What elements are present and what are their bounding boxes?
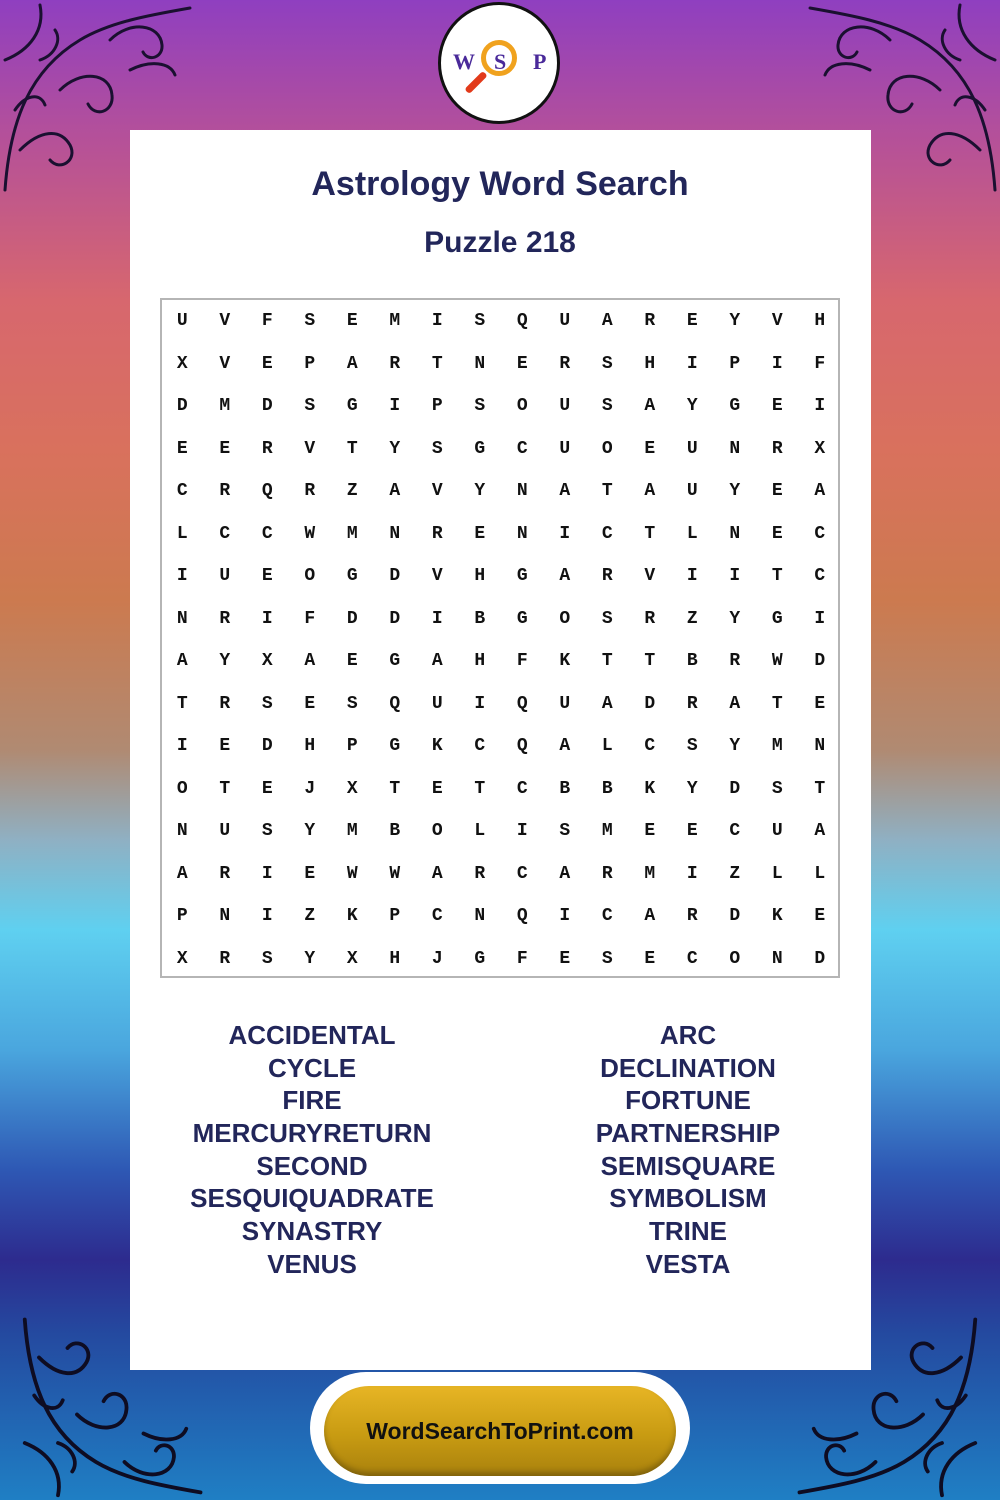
grid-letter: G bbox=[389, 651, 401, 671]
grid-letter: L bbox=[686, 523, 698, 544]
grid-letter: C bbox=[474, 736, 486, 756]
grid-letter: V bbox=[644, 566, 656, 586]
grid-letter: S bbox=[261, 948, 273, 969]
grid-letter: A bbox=[346, 353, 358, 374]
grid-letter: E bbox=[644, 821, 656, 841]
grid-letter: T bbox=[219, 778, 231, 799]
letter-grid bbox=[160, 298, 840, 978]
grid-letter: D bbox=[389, 608, 401, 629]
grid-letter: N bbox=[516, 481, 528, 501]
grid-letter: T bbox=[176, 693, 188, 714]
grid-letter: R bbox=[601, 863, 613, 884]
grid-letter: B bbox=[474, 608, 486, 629]
grid-letter: G bbox=[771, 608, 783, 629]
grid-letter: G bbox=[389, 736, 401, 756]
grid-letter: T bbox=[814, 778, 826, 799]
word-list-item: PARTNERSHIP bbox=[595, 1118, 781, 1149]
grid-letter: Y bbox=[304, 821, 316, 841]
grid-letter: T bbox=[389, 778, 401, 799]
grid-letter: Y bbox=[729, 736, 741, 756]
grid-letter: P bbox=[389, 906, 401, 926]
grid-letter: T bbox=[771, 566, 783, 586]
grid-letter: C bbox=[261, 523, 273, 544]
grid-letter: E bbox=[559, 948, 571, 969]
grid-letter: O bbox=[516, 396, 528, 416]
grid-letter: T bbox=[644, 523, 656, 544]
grid-letter: U bbox=[686, 438, 698, 459]
grid-letter: O bbox=[176, 778, 188, 799]
grid-letter: G bbox=[729, 396, 741, 416]
grid-letter: C bbox=[601, 906, 613, 926]
grid-letter: D bbox=[261, 736, 273, 756]
word-list-item: SYMBOLISM bbox=[609, 1183, 767, 1214]
grid-letter: U bbox=[219, 821, 231, 841]
grid-letter: Y bbox=[729, 481, 741, 501]
grid-letter: E bbox=[304, 863, 316, 884]
grid-letter: P bbox=[176, 906, 188, 926]
grid-letter: S bbox=[601, 948, 613, 969]
grid-letter: S bbox=[559, 821, 571, 841]
grid-letter: L bbox=[474, 821, 486, 841]
grid-letter: R bbox=[261, 438, 273, 459]
grid-letter: Z bbox=[686, 608, 698, 629]
grid-letter: U bbox=[176, 311, 188, 331]
word-list-item: SESQUIQUADRATE bbox=[190, 1183, 434, 1214]
grid-letter: E bbox=[176, 438, 188, 459]
grid-letter: E bbox=[261, 353, 273, 374]
grid-letter: T bbox=[644, 651, 656, 671]
grid-letter: C bbox=[814, 523, 826, 544]
grid-letter: D bbox=[346, 608, 358, 629]
word-list-right bbox=[508, 1019, 868, 1281]
grid-letter: I bbox=[814, 608, 826, 629]
grid-letter: C bbox=[601, 523, 613, 544]
grid-letter: E bbox=[771, 523, 783, 544]
grid-letter: O bbox=[729, 948, 741, 969]
grid-letter: R bbox=[219, 608, 231, 629]
grid-letter: G bbox=[516, 566, 528, 586]
grid-letter: A bbox=[389, 481, 401, 501]
grid-letter: V bbox=[771, 311, 783, 331]
grid-letter: U bbox=[219, 566, 231, 586]
grid-letter: N bbox=[176, 821, 188, 841]
grid-letter: P bbox=[431, 396, 443, 416]
grid-letter: R bbox=[644, 608, 656, 629]
grid-letter: R bbox=[686, 906, 698, 926]
grid-letter: S bbox=[474, 311, 486, 331]
grid-letter: C bbox=[219, 523, 231, 544]
grid-letter: C bbox=[516, 438, 528, 459]
grid-letter: O bbox=[304, 566, 316, 586]
grid-letter: N bbox=[729, 523, 741, 544]
word-list-left bbox=[132, 1019, 492, 1281]
grid-letter: M bbox=[389, 311, 401, 331]
grid-letter: I bbox=[261, 906, 273, 926]
grid-letter: K bbox=[771, 906, 783, 926]
grid-letter: A bbox=[559, 863, 571, 884]
grid-letter: C bbox=[516, 778, 528, 799]
grid-letter: Y bbox=[686, 396, 698, 416]
grid-letter: E bbox=[814, 906, 826, 926]
grid-letter: M bbox=[771, 736, 783, 756]
grid-letter: Q bbox=[516, 311, 528, 331]
grid-letter: R bbox=[219, 948, 231, 969]
grid-letter: X bbox=[261, 651, 273, 671]
grid-letter: I bbox=[431, 311, 443, 331]
logo-letter: W bbox=[453, 49, 475, 74]
grid-letter: A bbox=[644, 396, 656, 416]
grid-letter: S bbox=[346, 693, 358, 714]
grid-letter: G bbox=[474, 438, 486, 459]
grid-letter: A bbox=[814, 821, 826, 841]
grid-letter: I bbox=[261, 608, 273, 629]
grid-letter: R bbox=[644, 311, 656, 331]
grid-letter: F bbox=[516, 948, 528, 969]
grid-letter: S bbox=[431, 438, 443, 459]
grid-letter: K bbox=[431, 736, 443, 756]
grid-letter: E bbox=[261, 566, 273, 586]
grid-letter: T bbox=[474, 778, 486, 799]
grid-letter: U bbox=[771, 821, 783, 841]
grid-letter: X bbox=[346, 948, 358, 969]
grid-letter: E bbox=[814, 693, 826, 714]
grid-letter: I bbox=[686, 863, 698, 884]
grid-letter: K bbox=[644, 778, 656, 799]
grid-letter: N bbox=[516, 523, 528, 544]
grid-letter: F bbox=[814, 353, 826, 374]
grid-letter: A bbox=[644, 481, 656, 501]
grid-letter: M bbox=[346, 523, 358, 544]
grid-letter: Q bbox=[261, 481, 273, 501]
grid-letter: Y bbox=[729, 608, 741, 629]
grid-letter: R bbox=[219, 693, 231, 714]
grid-letter: R bbox=[431, 523, 443, 544]
grid-letter: R bbox=[474, 863, 486, 884]
grid-letter: U bbox=[559, 438, 571, 459]
grid-letter: S bbox=[304, 311, 316, 331]
grid-letter: I bbox=[176, 736, 188, 756]
grid-letter: E bbox=[474, 523, 486, 544]
grid-letter: A bbox=[729, 693, 741, 714]
grid-letter: S bbox=[304, 396, 316, 416]
word-list-item: FIRE bbox=[282, 1085, 342, 1116]
grid-letter: P bbox=[346, 736, 358, 756]
grid-letter: U bbox=[559, 396, 571, 416]
grid-letter: H bbox=[389, 948, 401, 969]
grid-letter: I bbox=[516, 821, 528, 841]
grid-letter: M bbox=[644, 863, 656, 884]
grid-letter: N bbox=[474, 353, 486, 374]
grid-letter: X bbox=[176, 948, 188, 969]
grid-letter: R bbox=[771, 438, 783, 459]
grid-letter: N bbox=[474, 906, 486, 926]
grid-letter: A bbox=[559, 481, 571, 501]
grid-letter: G bbox=[516, 608, 528, 629]
grid-letter: U bbox=[686, 481, 698, 501]
grid-letter: Y bbox=[389, 438, 401, 459]
grid-letter: J bbox=[304, 778, 316, 799]
grid-letter: S bbox=[601, 353, 613, 374]
grid-letter: E bbox=[644, 438, 656, 459]
grid-letter: E bbox=[219, 736, 231, 756]
grid-letter: A bbox=[176, 651, 188, 671]
grid-letter: B bbox=[389, 821, 401, 841]
grid-letter: N bbox=[729, 438, 741, 459]
word-list-item: MERCURYRETURN bbox=[192, 1118, 432, 1149]
grid-letter: D bbox=[176, 396, 188, 416]
grid-letter: I bbox=[474, 693, 486, 714]
grid-letter: E bbox=[686, 821, 698, 841]
grid-letter: T bbox=[601, 651, 613, 671]
grid-letter: A bbox=[644, 906, 656, 926]
grid-letter: S bbox=[261, 693, 273, 714]
grid-letter: B bbox=[559, 778, 571, 799]
grid-letter: C bbox=[729, 821, 741, 841]
grid-letter: Y bbox=[686, 778, 698, 799]
grid-letter: H bbox=[814, 311, 826, 331]
grid-letter: I bbox=[261, 863, 273, 884]
grid-letter: N bbox=[814, 736, 826, 756]
grid-letter: O bbox=[559, 608, 571, 629]
grid-letter: I bbox=[431, 608, 443, 629]
grid-letter: G bbox=[346, 396, 358, 416]
grid-letter: A bbox=[601, 311, 613, 331]
grid-letter: T bbox=[346, 438, 358, 459]
grid-letter: Q bbox=[516, 906, 528, 926]
grid-letter: E bbox=[346, 311, 358, 331]
grid-letter: I bbox=[729, 566, 741, 586]
grid-letter: S bbox=[601, 396, 613, 416]
grid-letter: D bbox=[814, 651, 826, 671]
grid-letter: P bbox=[729, 353, 741, 374]
grid-letter: M bbox=[346, 821, 358, 841]
grid-letter: V bbox=[431, 566, 443, 586]
logo-letter: P bbox=[533, 49, 547, 74]
grid-letter: F bbox=[304, 608, 316, 629]
grid-letter: Y bbox=[729, 311, 741, 331]
grid-letter: G bbox=[346, 566, 358, 586]
grid-letter: E bbox=[346, 651, 358, 671]
site-link-button[interactable]: WordSearchToPrint.com bbox=[324, 1386, 676, 1476]
grid-letter: S bbox=[686, 736, 698, 756]
grid-letter: T bbox=[431, 353, 443, 374]
grid-letter: L bbox=[771, 863, 783, 884]
word-list-item: VENUS bbox=[267, 1248, 357, 1279]
grid-letter: H bbox=[474, 566, 486, 586]
grid-letter: N bbox=[389, 523, 401, 544]
grid-letter: P bbox=[304, 353, 316, 374]
grid-letter: F bbox=[261, 311, 273, 331]
grid-letter: R bbox=[304, 481, 316, 501]
grid-letter: N bbox=[771, 948, 783, 969]
word-list-item: SYNASTRY bbox=[241, 1216, 383, 1247]
grid-letter: W bbox=[346, 863, 358, 884]
grid-letter: S bbox=[601, 608, 613, 629]
grid-letter: I bbox=[686, 566, 698, 586]
grid-letter: H bbox=[644, 353, 656, 374]
word-list-item: DECLINATION bbox=[600, 1052, 776, 1083]
grid-letter: W bbox=[389, 863, 401, 884]
grid-letter: Q bbox=[516, 693, 528, 714]
grid-letter: Z bbox=[729, 863, 741, 884]
grid-letter: C bbox=[814, 566, 826, 586]
grid-letter: R bbox=[601, 566, 613, 586]
grid-letter: W bbox=[304, 523, 316, 544]
grid-letter: A bbox=[601, 693, 613, 714]
grid-letter: L bbox=[176, 523, 188, 544]
grid-letter: I bbox=[771, 353, 783, 374]
grid-letter: I bbox=[814, 396, 826, 416]
grid-letter: I bbox=[559, 523, 571, 544]
word-list-item: ARC bbox=[659, 1020, 717, 1050]
grid-letter: E bbox=[644, 948, 656, 969]
grid-letter: X bbox=[814, 438, 826, 459]
grid-letter: T bbox=[601, 481, 613, 501]
grid-letter: D bbox=[644, 693, 656, 714]
grid-letter: C bbox=[644, 736, 656, 756]
grid-letter: R bbox=[389, 353, 401, 374]
grid-letter: Y bbox=[304, 948, 316, 969]
grid-letter: I bbox=[389, 396, 401, 416]
wsp-logo[interactable] bbox=[438, 2, 560, 124]
grid-letter: U bbox=[559, 693, 571, 714]
grid-letter: Z bbox=[304, 906, 316, 926]
grid-letter: O bbox=[601, 438, 613, 459]
grid-letter: D bbox=[814, 948, 826, 969]
grid-letter: E bbox=[261, 778, 273, 799]
grid-letter: Y bbox=[474, 481, 486, 501]
word-list-item: FORTUNE bbox=[625, 1085, 751, 1116]
grid-letter: C bbox=[431, 906, 443, 926]
grid-letter: J bbox=[431, 948, 443, 969]
grid-letter: U bbox=[431, 693, 443, 714]
puzzle-number: Puzzle 218 bbox=[424, 226, 576, 259]
logo-letter: S bbox=[494, 49, 507, 74]
grid-letter: A bbox=[559, 566, 571, 586]
grid-letter: K bbox=[346, 906, 358, 926]
grid-letter: Z bbox=[346, 481, 358, 501]
grid-letter: C bbox=[176, 481, 188, 501]
grid-letter: X bbox=[346, 778, 358, 799]
grid-letter: R bbox=[559, 353, 571, 374]
grid-letter: A bbox=[814, 481, 826, 501]
grid-letter: E bbox=[771, 481, 783, 501]
grid-letter: E bbox=[431, 778, 443, 799]
grid-letter: B bbox=[601, 778, 613, 799]
grid-letter: A bbox=[304, 651, 316, 671]
page-title: Astrology Word Search bbox=[311, 165, 689, 203]
grid-letter: N bbox=[219, 906, 231, 926]
grid-letter: B bbox=[686, 651, 698, 671]
grid-letter: F bbox=[516, 651, 528, 671]
grid-letter: E bbox=[516, 353, 528, 374]
grid-letter: V bbox=[431, 481, 443, 501]
grid-letter: R bbox=[729, 651, 741, 671]
word-list-item: SEMISQUARE bbox=[600, 1150, 776, 1181]
grid-letter: T bbox=[771, 693, 783, 714]
grid-letter: S bbox=[261, 821, 273, 841]
grid-letter: H bbox=[304, 736, 316, 756]
grid-letter: S bbox=[474, 396, 486, 416]
grid-letter: D bbox=[261, 396, 273, 416]
grid-letter: D bbox=[729, 906, 741, 926]
grid-letter: A bbox=[176, 863, 188, 884]
grid-letter: D bbox=[389, 566, 401, 586]
grid-letter: W bbox=[771, 651, 783, 671]
grid-letter: Y bbox=[219, 651, 231, 671]
grid-letter: D bbox=[729, 778, 741, 799]
grid-letter: A bbox=[431, 863, 443, 884]
grid-letter: O bbox=[431, 821, 443, 841]
grid-letter: C bbox=[686, 948, 698, 969]
grid-letter: E bbox=[771, 396, 783, 416]
grid-letter: I bbox=[559, 906, 571, 926]
grid-letter: E bbox=[686, 311, 698, 331]
grid-letter: U bbox=[559, 311, 571, 331]
grid-letter: N bbox=[176, 608, 188, 629]
grid-letter: X bbox=[176, 353, 188, 374]
grid-letter: E bbox=[219, 438, 231, 459]
grid-letter: M bbox=[601, 821, 613, 841]
grid-letter: A bbox=[559, 736, 571, 756]
grid-letter: G bbox=[474, 948, 486, 969]
grid-letter: L bbox=[814, 863, 826, 884]
word-list-item: ACCIDENTAL bbox=[228, 1020, 396, 1050]
grid-letter: I bbox=[686, 353, 698, 374]
grid-letter: R bbox=[219, 481, 231, 501]
grid-letter: L bbox=[601, 736, 613, 756]
grid-letter: A bbox=[431, 651, 443, 671]
grid-letter: E bbox=[304, 693, 316, 714]
grid-letter: I bbox=[176, 566, 188, 586]
grid-letter: M bbox=[219, 396, 231, 416]
grid-letter: V bbox=[219, 353, 231, 374]
grid-letter: R bbox=[219, 863, 231, 884]
grid-letter: C bbox=[516, 863, 528, 884]
word-list-item: TRINE bbox=[649, 1216, 727, 1247]
grid-letter: Q bbox=[516, 736, 528, 756]
grid-letter: S bbox=[771, 778, 783, 799]
grid-letter: K bbox=[559, 651, 571, 671]
grid-letter: V bbox=[219, 311, 231, 331]
grid-letter: V bbox=[304, 438, 316, 459]
grid-letter: Q bbox=[389, 693, 401, 714]
word-list-item: SECOND bbox=[256, 1150, 368, 1181]
word-list-item: VESTA bbox=[645, 1248, 731, 1279]
grid-letter: H bbox=[474, 651, 486, 671]
grid-letter: R bbox=[686, 693, 698, 714]
word-list-item: CYCLE bbox=[267, 1052, 357, 1083]
